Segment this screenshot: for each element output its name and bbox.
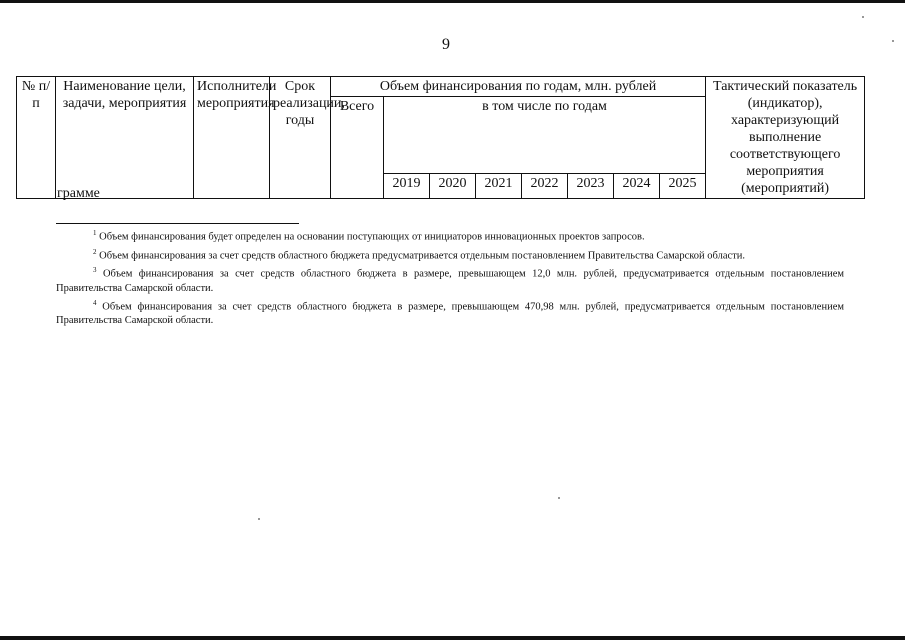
scan-speck (258, 518, 260, 520)
header-year: 2023 (568, 174, 614, 199)
header-name: Наименование цели, задачи, мероприятия (56, 77, 194, 199)
scan-speck (558, 497, 560, 499)
header-year: 2025 (660, 174, 706, 199)
header-total: Всего (331, 97, 384, 199)
header-year: 2024 (614, 174, 660, 199)
footnote (56, 245, 844, 264)
header-executors: Исполнители мероприятия (194, 77, 270, 199)
scan-top-edge (0, 0, 905, 3)
footnote-mark: 3 (93, 266, 97, 274)
scan-speck (892, 40, 894, 42)
header-by-year: в том числе по годам (384, 97, 706, 174)
header-num: № п/п (17, 77, 56, 199)
footnote-mark: 1 (93, 229, 97, 237)
footnote (56, 226, 844, 245)
footnote-text: Объем финансирования за счет средств областного бюджета в размере, превышающем 470,98 млн. рублей, предусматривается отдельным постановлением Правительства Самарской области. (56, 301, 844, 326)
footnote-separator (56, 223, 299, 224)
header-funding: Объем финансирования по годам, млн. рублей (331, 77, 706, 97)
header-year: 2021 (476, 174, 522, 199)
header-indicator: Тактический показатель (индикатор), характеризующий выполнение соответствующего мероприятия (мероприятий) (706, 77, 865, 199)
scan-speck (862, 16, 864, 18)
header-year: 2022 (522, 174, 568, 199)
scan-bottom-edge (0, 636, 905, 640)
footnote-text: Объем финансирования за счет средств областного бюджета в размере, превышающем 12,0 млн. рублей, предусматривается отдельным постановлением Правительства Самарской области. (56, 268, 844, 294)
footnote-mark: 2 (93, 247, 97, 256)
footnote (56, 263, 844, 296)
footnote (56, 296, 844, 329)
page-number: 9 (442, 36, 450, 53)
footnote-text: Объем финансирования за счет средств областного бюджета предусматривается отдельным постановлением Правительства Самарской области. (99, 250, 746, 261)
funding-table-header (16, 76, 865, 199)
header-year: 2019 (384, 174, 430, 199)
footnote-mark: 4 (93, 298, 97, 307)
continuation-text: грамме (57, 186, 100, 201)
footnotes (56, 226, 844, 328)
header-year: 2020 (430, 174, 476, 199)
header-term: Срок реализации, годы (270, 77, 331, 199)
footnote-text: Объем финансирования будет определен на основании поступающих от инициаторов инновационных проектов запросов. (99, 231, 645, 243)
